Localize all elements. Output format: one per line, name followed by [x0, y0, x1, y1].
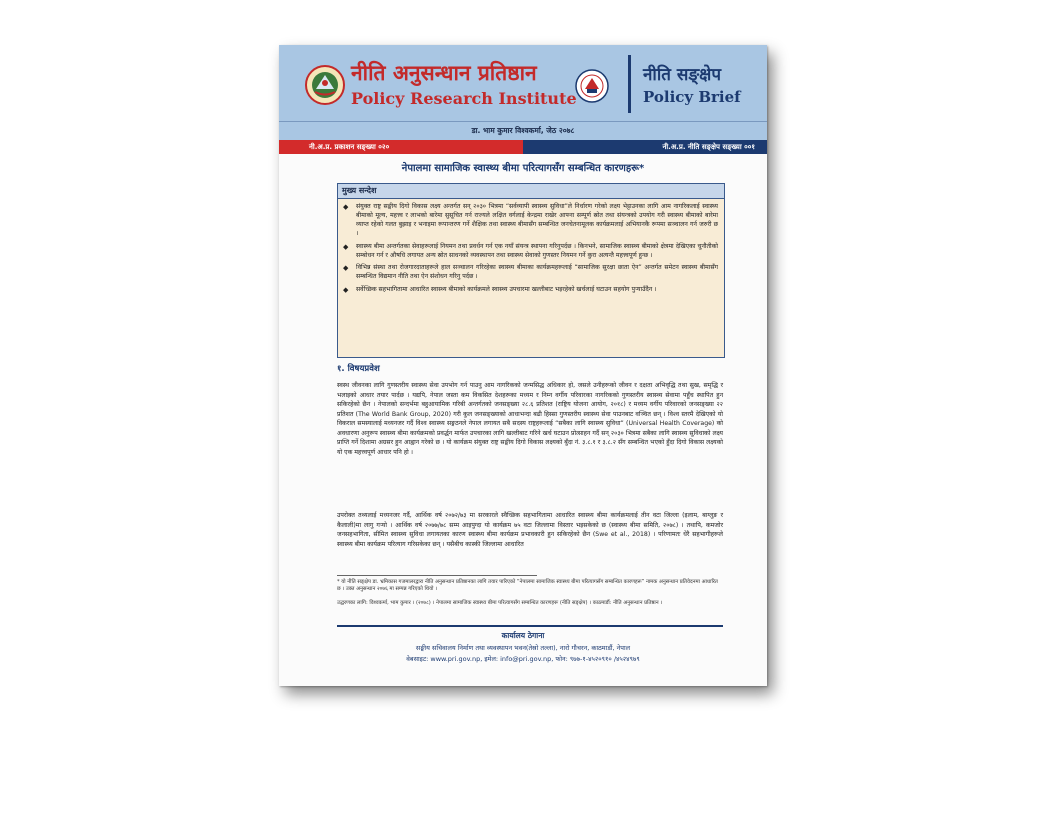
author-date-bar: डा. भाम कुमार विश्वकर्मा, जेठ २०७८: [279, 121, 767, 140]
header-divider: [628, 55, 631, 113]
office-address: सङ्घीय सचिवालय निर्माण तथा व्यवस्थापन भवन(तेस्रो तल्ला), नारो गौचरन, काठमाडौं, नेपाल: [415, 644, 631, 652]
key-message-text: स्वास्थ्य बीमा अन्तर्गतका सेवाहरूलाई नियमन तथा प्रवर्धन गर्न एक नयाँ संयन्त्र स्थापना गरिनुपर्दछ । किनभने, सामाजिक स्वास्थ्य बीमाको क्षेत्रमा देखिएका चुनौतीको सम्बोधन गर्न र औषधि लगायत अन्य स्रोत साधनको व्यवस्थापन तथा स्वास्थ्य सेवाको गुणस्तर नियमन गर्ने कुरा अत्यन्तै महत्त्वपूर्ण हुन्छ ।: [356, 242, 718, 259]
series-name-english: Policy Brief: [643, 88, 741, 106]
round-emblem-icon: [575, 69, 609, 103]
policy-brief-page: [279, 45, 767, 686]
header-banner: [279, 45, 767, 121]
footnote-divider: [337, 575, 537, 576]
diamond-bullet-icon: ◆: [343, 264, 349, 273]
key-message-item: [343, 286, 718, 295]
key-message-item: [343, 242, 718, 261]
diamond-bullet-icon: ◆: [343, 242, 349, 251]
diamond-bullet-icon: ◆: [343, 286, 349, 295]
key-messages-heading: मुख्य सन्देश: [338, 184, 724, 199]
office-title: कार्यालय ठेगाना: [501, 631, 545, 640]
office-divider: [337, 625, 723, 627]
key-message-text: विभिन्न संस्था तथा रोजगारदाताहरूले हाल सञ्चालन गरिरहेका स्वास्थ्य बीमाका कार्यक्रमहरूलाई “सामाजिक सुरक्षा छाता ऐन” अन्तर्गत समेटन स्वास्थ्य बीमासँग सम्बन्धित विद्यमान नीति तथा ऐन संशोधन गरिनु पर्दछ ।: [356, 264, 718, 281]
org-name-english: Policy Research Institute: [351, 89, 577, 108]
key-message-text: संयुक्त राष्ट्र सङ्घीय दिगो विकास लक्ष्य अन्तर्गत सन् २०३० भित्रमा “सर्वव्यापी स्वास्थ्य सुविधा”ले निर्धारण गरेको लक्ष्य भेट्टाउनका लागि आम नागरिकलाई स्वास्थ्य बीमाको मूल्य, महत्त्व र लाभको बारेमा सुसूचित गर्न राज्यले लक्षित वर्गलाई केन्द्रमा राखेर आफ्ना सम्पूर्ण स्रोत तथा संयन्त्रको उपयोग गरी स्वास्थ्य बीमाको बारेमा व्याप्त रहेको गलत बुझाइ र भनाइमा रूपान्तरण गर्ने शैक्षिक तथा स्वास्थ्य बीमासँग सम्बन्धित जनचेतनामूलक कार्यक्रमलाई अभियानकै रूपमा सञ्चालन गर्न जरुरी छ ।: [356, 203, 718, 237]
body-paragraph: स्वस्थ जीवनका लागि गुणस्तरीय स्वास्थ्य सेवा उपभोग गर्न पाउनु आम नागरिकको जन्मसिद्ध अधिकार हो, जसले उनीहरूको जीवन र दक्षता अभिवृद्धि तथा सुख, समृद्धि र भलाइको आधार तयार पार्दछ । यद्यपि, नेपाल जस्ता कम विकसित देशहरूका मध्यम र निम्न वर्गीय परिवारका नागरिकको गुणस्तरीय स्वास्थ्य सेवामा पहुँच स्थापित हुन सकिरहेको छैन । नेपालको सन्दर्भमा बहुआयामिक गरिबी अन्तर्गतको जनसङ्ख्या २८.६ प्रतिशत (राष्ट्रिय योजना आयोग, २०१८) र मध्यम वर्गीय परिवारको जनसङ्ख्या २२ प्रतिशत (The World Bank Group, 2020) गरी कुल जनसङ्ख्याको आधाभन्दा बढी हिस्सा गुणस्तरीय स्वास्थ्य सेवा पाउनबाट वञ्चित छन् । विश्व स्तरमै देखिएको यो विकराल समस्यालाई मध्यनजर गर्दै विश्व स्वास्थ्य सङ्गठनले नेपाल लगायत सबै सदस्य राष्ट्रहरूलाई “सबैका लागि स्वास्थ्य सुविधा” (Universal Health Coverage) को अवधारणा अनुरूप स्वास्थ्य बीमा कार्यक्रमको प्रवर्द्धन मार्फत उपचारका लागि खल्तीबाट गरिने खर्च घटाउन प्रोत्साहन गर्दै सन् २०३० भित्रमा सबैका लागि स्वास्थ्य सुविधाको लक्ष्य प्राप्ति गर्ने दिशामा अग्रसर हुन आह्वान गरेको छ । यो कार्यक्रम संयुक्त राष्ट्र सङ्घीय दिगो विकास लक्ष्यको बुँदा नं. ३.८.१ र ३.८.२ सँग सम्बन्धित भएको हुँदा दिगो विकास लक्ष्यको यो एक महत्त्वपूर्ण आधार पनि हो ।: [337, 382, 723, 456]
footnote: * यो नीति सङ्क्षेप डा. भ्रमिकास गजमालरद्वारा नीति अनुसन्धान प्रतिष्ठानका लागि तयार पारिएको “नेपालमा सामाजिक स्वास्थ्य बीमा परित्यागसँग सम्बन्धित कारणहरू” नामक अनुसन्धान प्रतिवेदनमा आधारित छ । उक्त अनुसन्धान २०७६ मा सम्पन्न गरिएको थियो ।: [337, 579, 718, 592]
key-message-text: सर्वेच्छिक सहभागितामा आधारित स्वास्थ्य बीमाको कार्यक्रमले स्वास्थ्य उपचारमा खल्तीबाट भइरहेको खर्चलाई घटाउन सहयोग पुऱ्याउँदैन ।: [356, 286, 657, 294]
diamond-bullet-icon: ◆: [343, 203, 349, 211]
org-name-nepali: नीति अनुसन्धान प्रतिष्ठान: [351, 60, 537, 85]
body-paragraph: उपरोक्त तथ्यलाई मध्यनजर गर्दै, आर्थिक वर्ष २०७२/७३ मा सरकारले स्वैच्छिक सहभागितामा आधारित स्वास्थ्य बीमा कार्यक्रमलाई तीन वटा जिल्ला (इलाम, बाग्लुङ र कैलाली)मा लागु गऱ्यो । आर्थिक वर्ष २०७७/७८ सम्म आइपुग्दा यो कार्यक्रम ७५ वटा जिल्लामा विस्तार भइसकेको छ (स्वास्थ्य बीमा समिति, २०७८) । तथापि, कमजोर जनसहभागिता, सीमित स्वास्थ्य सुविधा लगायतका कारण स्वास्थ्य बीमा कार्यक्रम प्रभावकारी हुन सकिरहेको छैन (Swe et al., 2018) । परिणामतः धेरै सहभागीहरूले स्वास्थ्य बीमा कार्यक्रम परित्याग गरिसकेका छन् । यसैबीच कास्की जिल्लामा आधारित: [337, 512, 723, 548]
office-contact: वेबसाइट: www.pri.gov.np, इमेल: info@pri.gov.np, फोन: ९७७-१-४५२०९१० /४५२४९७९: [406, 655, 640, 663]
institute-seal-icon: [305, 65, 345, 105]
series-name-nepali: नीति सङ्क्षेप: [643, 65, 722, 85]
document-title: नेपालमा सामाजिक स्वास्थ्य बीमा परित्यागसँग सम्बन्धित कारणहरू*: [401, 163, 645, 174]
section-heading: १. विषयप्रवेश: [337, 364, 380, 374]
policy-brief-number: नी.अ.प्र. नीति सङ्क्षेप सङ्ख्या ००१: [523, 140, 767, 154]
publication-number: नी.अ.प्र. प्रकाशन सङ्ख्या ०२०: [279, 140, 523, 154]
key-message-item: [343, 203, 718, 239]
key-messages-box: [337, 183, 725, 358]
key-message-item: [343, 264, 718, 282]
citation-footnote: उद्धरणका लागि: विश्वकर्मा, भाम कुमार । (२०७८) । नेपालमा सामाजिक स्वास्थ्य बीमा परित्यागसँग सम्बन्धित कारणहरू (नीति सङ्क्षेप) । काठमाडौं: नीति अनुसन्धान प्रतिष्ठान ।: [337, 600, 663, 606]
